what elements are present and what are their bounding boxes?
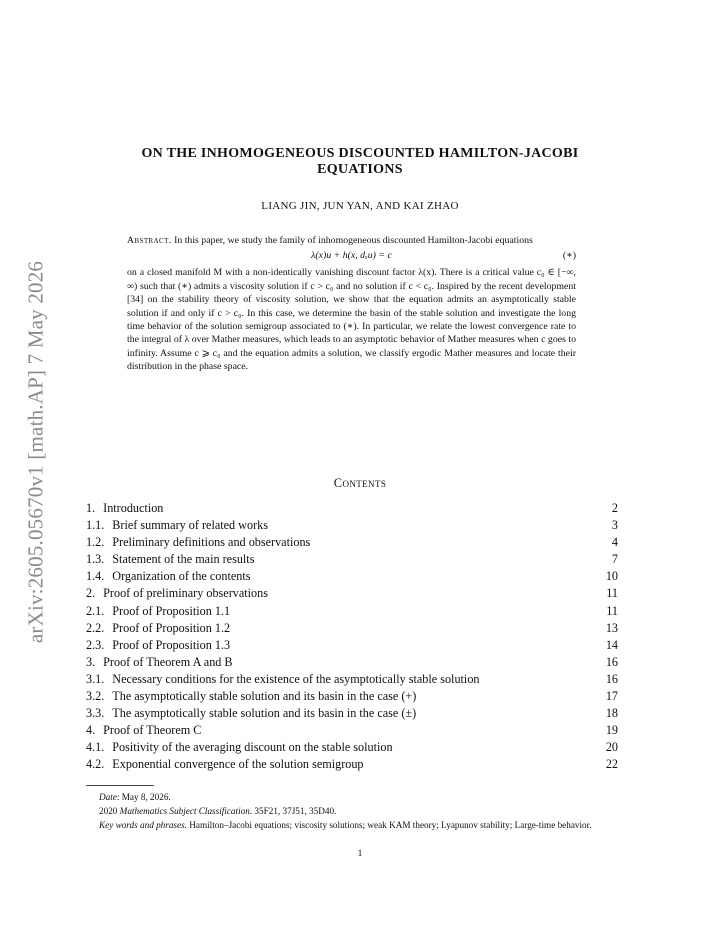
footnote-date: [86, 790, 620, 804]
abstract-label: Abstract.: [127, 235, 172, 246]
title-line-1: ON THE INHOMOGENEOUS DISCOUNTED HAMILTON-JACOBI: [141, 146, 579, 161]
toc-entry[interactable]: [86, 534, 618, 551]
toc-entry-label: Brief summary of related works: [112, 518, 268, 533]
toc-entry-label: Exponential convergence of the solution semigroup: [112, 757, 364, 772]
footnote-msc: [86, 804, 620, 818]
toc-entry-page: 10: [605, 569, 618, 584]
toc-entry-number: 2.2.: [86, 620, 105, 635]
toc-entry[interactable]: [86, 756, 618, 773]
toc-entry[interactable]: [86, 585, 618, 602]
toc-entry-number: 3.2.: [86, 689, 105, 704]
toc-entry-page: 7: [611, 552, 618, 567]
toc-entry-page: 11: [606, 586, 618, 601]
msc-prefix: 2020: [99, 806, 120, 816]
toc-entry-page: 20: [605, 740, 618, 755]
abstract-intro-text: In this paper, we study the family of inhomogeneous discounted Hamilton-Jacobi equations: [171, 235, 533, 246]
toc-entry-label: The asymptotically stable solution and its basin in the case (±): [112, 706, 417, 721]
toc-entry[interactable]: [86, 705, 618, 722]
toc-entry-label: Proof of Proposition 1.2: [112, 620, 231, 635]
toc-entry-label: Proof of Proposition 1.3: [112, 637, 231, 652]
toc-entry-label: Introduction: [103, 501, 164, 515]
toc-entry-label: Proof of preliminary observations: [103, 586, 268, 601]
toc-entry-page: 22: [605, 757, 618, 772]
toc-entry[interactable]: [86, 517, 618, 534]
toc-entry-number: 1.3.: [86, 552, 105, 567]
toc-entry-page: 13: [605, 620, 618, 635]
toc-entry-label: Proof of Theorem A and B: [103, 654, 233, 669]
toc-entry-number: 3.3.: [86, 706, 105, 721]
page-number: 1: [357, 849, 363, 859]
footnote-keywords: [86, 818, 620, 832]
toc-entry-title: [86, 500, 163, 517]
toc-entry[interactable]: [86, 671, 618, 688]
toc-entry-number: 1.1.: [86, 518, 105, 533]
toc-entry-page: 4: [611, 535, 618, 550]
toc-entry-number: 2.1.: [86, 603, 105, 618]
abstract: [127, 234, 576, 374]
toc-entry-page: 17: [605, 689, 618, 704]
toc-entry-page: 16: [605, 654, 618, 669]
equation-star: [127, 249, 576, 265]
toc-entry[interactable]: [86, 500, 618, 517]
toc-entry-page: 18: [605, 706, 618, 721]
toc-entry-title: [86, 654, 233, 671]
toc-entry-label: Proof of Theorem C: [103, 723, 202, 738]
keywords-label: Key words and phrases.: [99, 820, 187, 830]
contents-heading: Contents: [333, 476, 387, 490]
toc-entry-page: 2: [611, 501, 618, 515]
arxiv-stamp-text: arXiv:2605.05670v1 [math.AP] 7 May 2026: [23, 260, 48, 644]
abstract-intro: [127, 234, 576, 247]
toc-entry[interactable]: [86, 654, 618, 671]
toc-entry-page: 3: [611, 518, 618, 533]
toc-entry-number: 2.: [86, 586, 96, 601]
toc-entry[interactable]: [86, 722, 618, 739]
toc-entry[interactable]: [86, 568, 618, 585]
title-line-2: EQUATIONS: [317, 162, 403, 177]
arxiv-stamp: [18, 248, 54, 656]
toc-entry-title: [86, 756, 364, 773]
toc-entry-title: [86, 722, 201, 739]
toc-entry-title: [86, 688, 416, 705]
toc-entry[interactable]: [86, 551, 618, 568]
toc-entry-number: 3.: [86, 654, 96, 669]
toc-entry-number: 4.1.: [86, 740, 105, 755]
toc-entry-label: Positivity of the averaging discount on the stable solution: [112, 740, 393, 755]
toc-entry-title: [86, 551, 254, 568]
footnotes: [86, 790, 620, 832]
toc-entry-title: [86, 671, 480, 688]
toc-entry-number: 1.2.: [86, 535, 105, 550]
toc-entry-number: 3.1.: [86, 671, 105, 686]
msc-label: Mathematics Subject Classification.: [119, 806, 253, 816]
msc-value: 35F21, 37J51, 35D40.: [252, 806, 337, 816]
toc-entry-page: 19: [605, 723, 618, 738]
toc-entry[interactable]: [86, 637, 618, 654]
toc-entry[interactable]: [86, 739, 618, 756]
authors: LIANG JIN, JUN YAN, AND KAI ZHAO: [261, 200, 459, 212]
toc-entry-title: [86, 568, 250, 585]
toc-entry[interactable]: [86, 688, 618, 705]
toc-entry[interactable]: [86, 620, 618, 637]
toc-entry-label: Necessary conditions for the existence of the asymptotically stable solution: [112, 671, 480, 686]
toc-entry-page: 11: [606, 603, 618, 618]
toc-entry-title: [86, 534, 310, 551]
toc-entry[interactable]: [86, 603, 618, 620]
equation-tag: (∗): [562, 250, 576, 262]
abstract-body: on a closed manifold M with a non-identically vanishing discount factor λ(x). There is a critical value c₀ ∈ [−∞, ∞) such that (∗) admits a viscosity solution if c > c₀ and no solution if c < c₀. Inspired by the recent development [34] on the stability theory of viscosity solution, we show that the equation admits an asymptotically stable solution if and only if c > c₀. In this case, we determine the basin of the stable solution and investigate the long time behavior of the solution semigroup associated to (∗). In particular, we relate the lowest convergence rate to the integral of λ over Mather measures, which leads to an asymptotic behavior of Mather measures when c goes to infinity. Assume c ⩾ c₀ and the equation admits a solution, we classify ergodic Mather measures and locate their distribution in the phase space.: [127, 267, 576, 373]
keywords-value: Hamilton–Jacobi equations; viscosity solutions; weak KAM theory; Lyapunov stability; Large-time behavior.: [186, 820, 592, 830]
toc-entry-number: 1.: [86, 501, 96, 515]
toc-entry-number: 1.4.: [86, 569, 105, 584]
toc-entry-number: 4.2.: [86, 757, 105, 772]
toc-entry-title: [86, 517, 268, 534]
toc-entry-label: Preliminary definitions and observations: [112, 535, 311, 550]
toc-entry-page: 14: [605, 637, 618, 652]
date-value: : May 8, 2026.: [116, 792, 171, 802]
toc-entry-title: [86, 603, 230, 620]
toc-entry-number: 4.: [86, 723, 96, 738]
toc-entry-label: Organization of the contents: [112, 569, 251, 584]
toc-entry-title: [86, 637, 230, 654]
toc-entry-title: [86, 620, 230, 637]
toc-entry-title: [86, 739, 393, 756]
toc-entry-label: Proof of Proposition 1.1: [112, 603, 231, 618]
toc-entry-label: Statement of the main results: [112, 552, 255, 567]
footnote-rule: [86, 785, 154, 786]
toc-entry-label: The asymptotically stable solution and its basin in the case (+): [112, 689, 417, 704]
paper-title: [84, 146, 636, 178]
equation-text: λ(x)u + h(x, dₓu) = c: [311, 250, 392, 262]
toc-entry-title: [86, 705, 416, 722]
table-of-contents: [86, 500, 618, 774]
date-label: Date: [99, 792, 117, 802]
toc-entry-title: [86, 585, 268, 602]
toc-entry-page: 16: [605, 671, 618, 686]
toc-entry-number: 2.3.: [86, 637, 105, 652]
